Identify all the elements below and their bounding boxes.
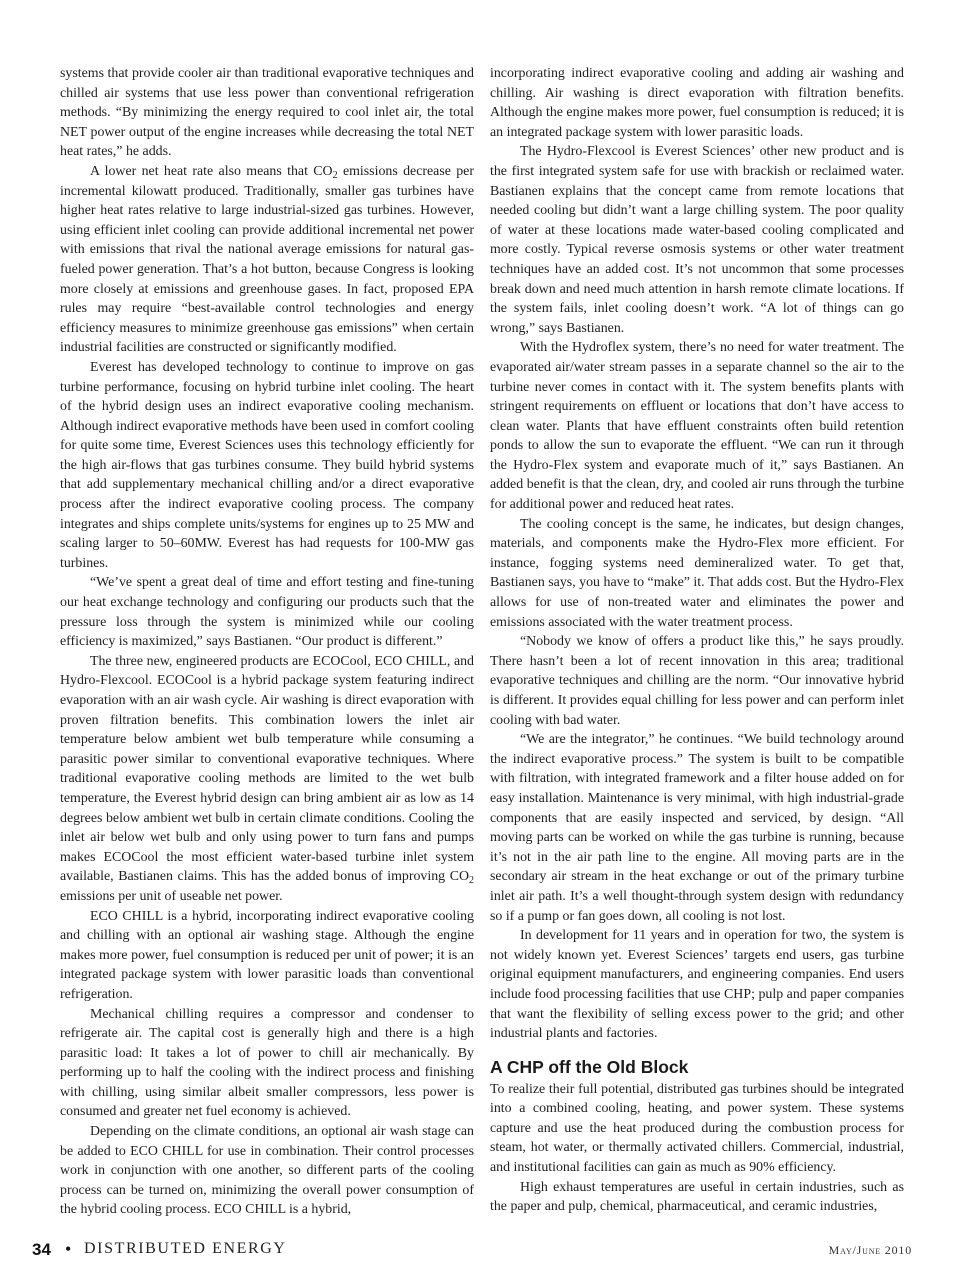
paragraph: The three new, engineered products are ECOCool, ECO CHILL, and Hydro-Flexcool. ECOCool is a hybrid package system featuring indirect evaporation with an air wash cycle. Air washing is direct evaporation with proven filtration benefits. This combination lowers the inlet air temperature below ambient wet bulb temperature while consuming a parasitic power similar to conventional evaporative techniques. Where traditional evaporative cooling methods are limited to the wet bulb temperature, the Everest hybrid design can bring ambient air as low as 14 degrees below ambient wet bulb in certain climate conditions. Cooling the inlet air below wet bulb and only using power to turn fans and pumps makes ECOCool the most efficient water-based turbine inlet system available, Bastianen claims. This has the added bonus of improving $CO_2$ emissions per unit of useable net power.: [60, 653, 474, 904]
paragraph: A lower net heat rate also means that $CO_2$ emissions decrease per incremental kilowatt produced. Traditionally, smaller gas turbines have higher heat rates relative to large industrial-sized gas turbines. However, using efficient inlet cooling can provide additional incremental net power with emissions that rival the national average emissions for natural gas-fueled power generation. That’s a hot button, because Congress is looking more closely at emissions and greenhouse gases. In fact, proposed EPA rules may require “best-available control technologies and energy efficiency measures to minimize greenhouse gas emissions” when certain industrial facilities are constructed or significantly modified.: [60, 163, 474, 356]
magazine-title: DISTRIBUTED ENERGY: [84, 1240, 287, 1257]
paragraph: Depending on the climate conditions, an optional air wash stage can be added to ECO CHILL for use in combination. Their control processes work in conjunction with one another, so different parts of the cooling process can be turned on, minimizing the overall power consumption of the hybrid cooling process. ECO CHILL is a hybrid,: [60, 1124, 474, 1218]
paragraph: systems that provide cooler air than traditional evaporative techniques and chilled air systems that use less power than conventional refrigeration methods. “By minimizing the energy required to cool inlet air, the total NET power output of the engine increases while decreasing the total NET heat rates,” he adds.: [60, 66, 474, 160]
subscript: 2: [469, 875, 474, 887]
footer-separator: •: [65, 1239, 72, 1259]
paragraph: ECO CHILL is a hybrid, incorporating indirect evaporative cooling and chilling with an optional air washing stage. Although the engine makes more power, fuel consumption is reduced per unit of power; it is an integrated package system with lower parasitic loads than conventional refrigeration.: [60, 908, 474, 1002]
paragraph: “We’ve spent a great deal of time and effort testing and fine-tuning our heat exchange technology and configuring our products such that the pressure loss through the system is minimized while our cooling efficiency is maximized,” says Bastianen. “Our product is different.”: [60, 575, 474, 650]
paragraph: “Nobody we know of offers a product like this,” he says proudly. There hasn’t been a lot of recent innovation in this area; traditional evaporative techniques and chilling are the norm. “Our innovative hybrid is different. It provides equal chilling for less power and can perform inlet cooling with bad water.: [490, 634, 904, 728]
paragraph: Everest has developed technology to continue to improve on gas turbine performance, focusing on hybrid turbine inlet cooling. The heart of the hybrid design uses an indirect evaporative cooling mechanism. Although indirect evaporative methods have been used in comfort cooling for quite some time, Everest Sciences uses this technology efficiently for the high air-flows that gas turbines consume. They build hybrid systems that add supplementary mechanical chilling and/or a direct evaporative process after the indirect evaporative cooling process. The company integrates and ships complete units/systems for engines up to 25 MW and scaling larger to 50–60MW. Everest has had requests for 100-MW gas turbines.: [60, 359, 474, 571]
page-footer: [32, 1240, 912, 1262]
paragraph: With the Hydroflex system, there’s no need for water treatment. The evaporated air/water stream passes in a separate channel so the air to the turbine never comes in contact with it. The system benefits plants with stringent requirements on effluent or locations that don’t have access to clean water. Plants that have effluent constraints often build retention ponds to allow the sun to evaporate the effluent. “We can run it through the Hydro-Flex system and evaporate much of it,” says Bastianen. An added benefit is that the clean, dry, and cooled air runs through the turbine for additional power and reduced heat rates.: [490, 340, 904, 513]
section-heading: A CHP off the Old Block: [490, 1056, 689, 1077]
paragraph: To realize their full potential, distributed gas turbines should be integrated into a combined cooling, heating, and power system. These systems capture and use the heat produced during the combustion process for steam, hot water, or thermally activated chillers. Commercial, industrial, and institutional facilities can gain as much as 90% efficiency.: [490, 1081, 904, 1176]
paragraph: The cooling concept is the same, he indicates, but design changes, materials, and components make the Hydro-Flex more efficient. For instance, fogging systems need demineralized water. To get that, Bastianen says, you have to “make” it. That adds cost. But the Hydro-Flex allows for use of non-treated water and eliminates the power and emissions associated with the water treatment process.: [490, 516, 904, 630]
paragraph: incorporating indirect evaporative cooling and adding air washing and chilling. Air washing is direct evaporation with filtration benefits. Although the engine makes more power, fuel consumption is reduced; it is an integrated package system with lower parasitic loads.: [490, 66, 904, 140]
left-column: [60, 64, 474, 1220]
page-number: 34: [32, 1240, 51, 1259]
paragraph: The Hydro-Flexcool is Everest Sciences’ other new product and is the first integrated system safe for use with brackish or reclaimed water. Bastianen explains that the concept came from remote locations that needed cooling but didn’t want a large chilling system. The poor quality of water at these locations made water-based cooling complicated and more costly. Typical reverse osmosis systems or other water treatment techniques have an added cost. It’s not uncommon that some processes break down and need much attention in harsh remote climate locations. If the system fails, inlet cooling doesn’t work. “A lot of things can go wrong,” says Bastianen.: [490, 144, 904, 336]
paragraph: “We are the integrator,” he continues. “We build technology around the indirect evaporative process.” The system is built to be compatible with filtration, with integrated framework and a filter house added on for easy installation. Maintenance is very minimal, with high industrial-grade components that are easily inspected and serviced, by design. “All moving parts can be worked on while the gas turbine is running, because it’s not in the air path line to the engine. All moving parts are in the secondary air stream in the heat exchange or out of the primary turbine inlet air path. It’s a well thought-through system design with redundancy so if a pump or fan goes down, all cooling is not lost.: [490, 732, 904, 924]
paragraph: High exhaust temperatures are useful in certain industries, such as the paper and pulp, chemical, pharmaceutical, and ceramic industries,: [490, 1179, 904, 1215]
issue-date: May/June 2010: [828, 1243, 912, 1257]
right-column: [490, 64, 904, 1217]
paragraph: Mechanical chilling requires a compressor and condenser to refrigerate air. The capital cost is generally high and there is a high parasitic load: It takes a lot of power to chill air mechanically. By performing up to half the cooling with the indirect process and finishing with chilling, using similar albeit smaller compressors, less power is consumed and greater net fuel economy is achieved.: [60, 1006, 474, 1120]
subscript: 2: [332, 169, 338, 181]
paragraph: In development for 11 years and in operation for two, the system is not widely known yet. Everest Sciences’ targets end users, gas turbine original equipment manufacturers, and engineering companies. End users include food processing facilities that use CHP; pulp and paper companies that want the flexibility of selling excess power to the grid; and other industrial plants and factories.: [490, 928, 904, 1042]
